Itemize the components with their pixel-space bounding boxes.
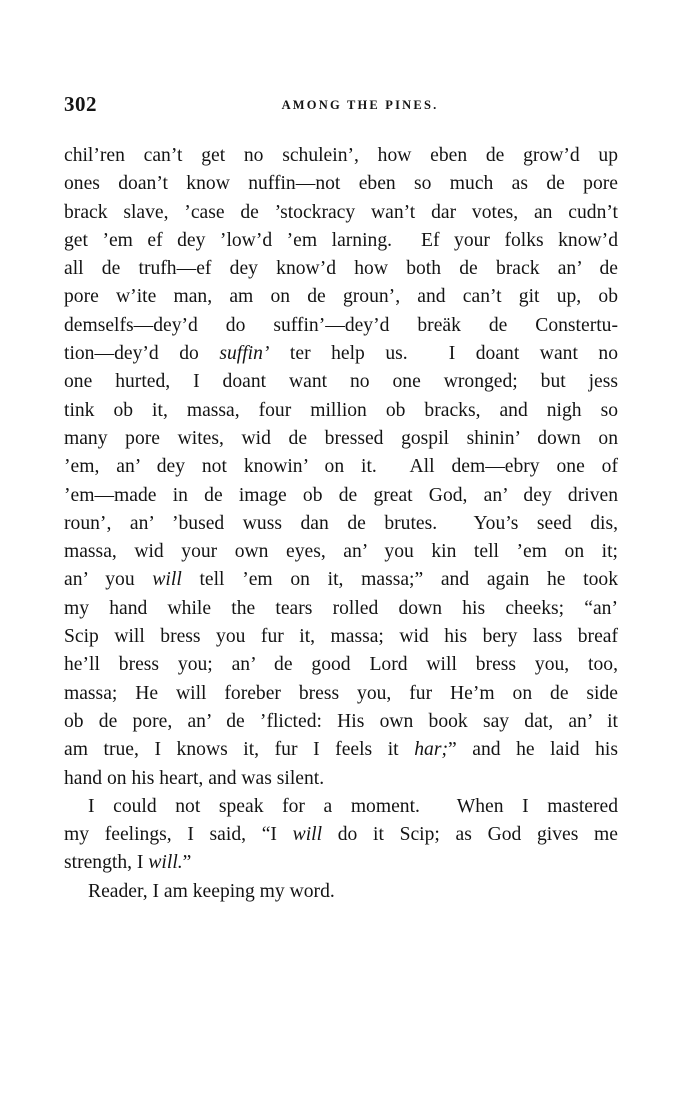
text-line (64, 312, 618, 340)
text-line (64, 199, 618, 227)
text-run: demselfs—dey’d do suffin’—dey’d breäk de Constertu- (64, 314, 618, 336)
text-run: tell ’em on it, massa;” and again he took (181, 569, 618, 591)
text-line (64, 340, 618, 368)
text-line (64, 651, 618, 679)
text-run: tink ob it, massa, four million ob bracks, and nigh so (64, 399, 618, 421)
text-line (64, 821, 618, 849)
italic-text: har; (414, 739, 448, 761)
text-run: am true, I knows it, fur I feels it (64, 739, 415, 761)
text-run: strength, I (64, 852, 149, 874)
text-run: I could not speak for a moment. When I mastered (88, 795, 618, 817)
text-run: tion—dey’d do (64, 343, 220, 365)
text-line (64, 425, 618, 453)
text-line (64, 283, 618, 311)
text-run: ’em—made in de image ob de great God, an’ dey driven (64, 484, 618, 506)
text-run: hand on his heart, and was silent. (64, 767, 325, 789)
text-line (64, 623, 618, 651)
text-run: all de trufh—ef dey know’d how both de brack an’ de (64, 258, 618, 280)
italic-text: will (292, 824, 323, 846)
text-run: Reader, I am keeping my word. (88, 880, 335, 902)
text-run: ter help us. I doant want no (269, 343, 619, 365)
italic-text: will (152, 569, 182, 591)
text-run: an’ you (64, 569, 153, 591)
text-run: get ’em ef dey ’low’d ’em larning. Ef your folks know’d (64, 229, 618, 251)
text-line (64, 595, 618, 623)
text-run: ones doan’t know nuffin—not eben so much as de pore (64, 173, 618, 195)
text-line (64, 793, 618, 821)
text-line (64, 453, 618, 481)
text-line (64, 538, 618, 566)
text-run: ” (182, 852, 192, 874)
text-run: Scip will bress you fur it, massa; wid his bery lass breaf (64, 626, 618, 648)
text-line (64, 255, 618, 283)
text-line (64, 765, 618, 793)
text-line (64, 680, 618, 708)
text-line (64, 510, 618, 538)
text-line (64, 566, 618, 594)
text-run: my hand while the tears rolled down his cheeks; “an’ (64, 597, 618, 619)
text-run: pore w’ite man, am on de groun’, and can’t git up, ob (64, 286, 618, 308)
text-line (64, 482, 618, 510)
text-run: massa; He will foreber bress you, fur He’m on de side (64, 682, 618, 704)
text-run: ’em, an’ dey not knowin’ on it. All dem—ebry one of (64, 456, 618, 478)
text-run: ” and he laid his (447, 739, 619, 761)
text-run: my feelings, I said, “I (64, 824, 293, 846)
text-run: massa, wid your own eyes, an’ you kin tell ’em on it; (64, 541, 618, 563)
text-line (64, 170, 618, 198)
text-run: one hurted, I doant want no one wronged; but jess (64, 371, 618, 393)
text-run: brack slave, ’case de ’stockracy wan’t dar votes, an cudn’t (64, 201, 618, 223)
text-line (64, 397, 618, 425)
page-number: 302 (64, 92, 97, 116)
text-line (64, 368, 618, 396)
text-run: he’ll bress you; an’ de good Lord will bress you, too, (64, 654, 618, 676)
running-head (64, 92, 620, 122)
text-line (64, 708, 618, 736)
running-title: AMONG THE PINES. (281, 98, 439, 112)
italic-text: will. (148, 852, 183, 874)
italic-text: suffin’ (219, 343, 270, 365)
text-line (64, 736, 618, 764)
text-run: many pore wites, wid de bressed gospil shinin’ down on (64, 427, 618, 449)
text-line (64, 142, 618, 170)
text-line (64, 849, 618, 877)
text-run: do it Scip; as God gives me (322, 824, 618, 846)
text-line (64, 878, 618, 906)
text-run: ob de pore, an’ de ’flicted: His own book say dat, an’ it (64, 710, 618, 732)
text-run: roun’, an’ ’bused wuss dan de brutes. You’s seed dis, (64, 512, 618, 534)
body-text (64, 142, 618, 906)
text-run: chil’ren can’t get no schulein’, how eben de grow’d up (64, 145, 618, 166)
text-line (64, 227, 618, 255)
